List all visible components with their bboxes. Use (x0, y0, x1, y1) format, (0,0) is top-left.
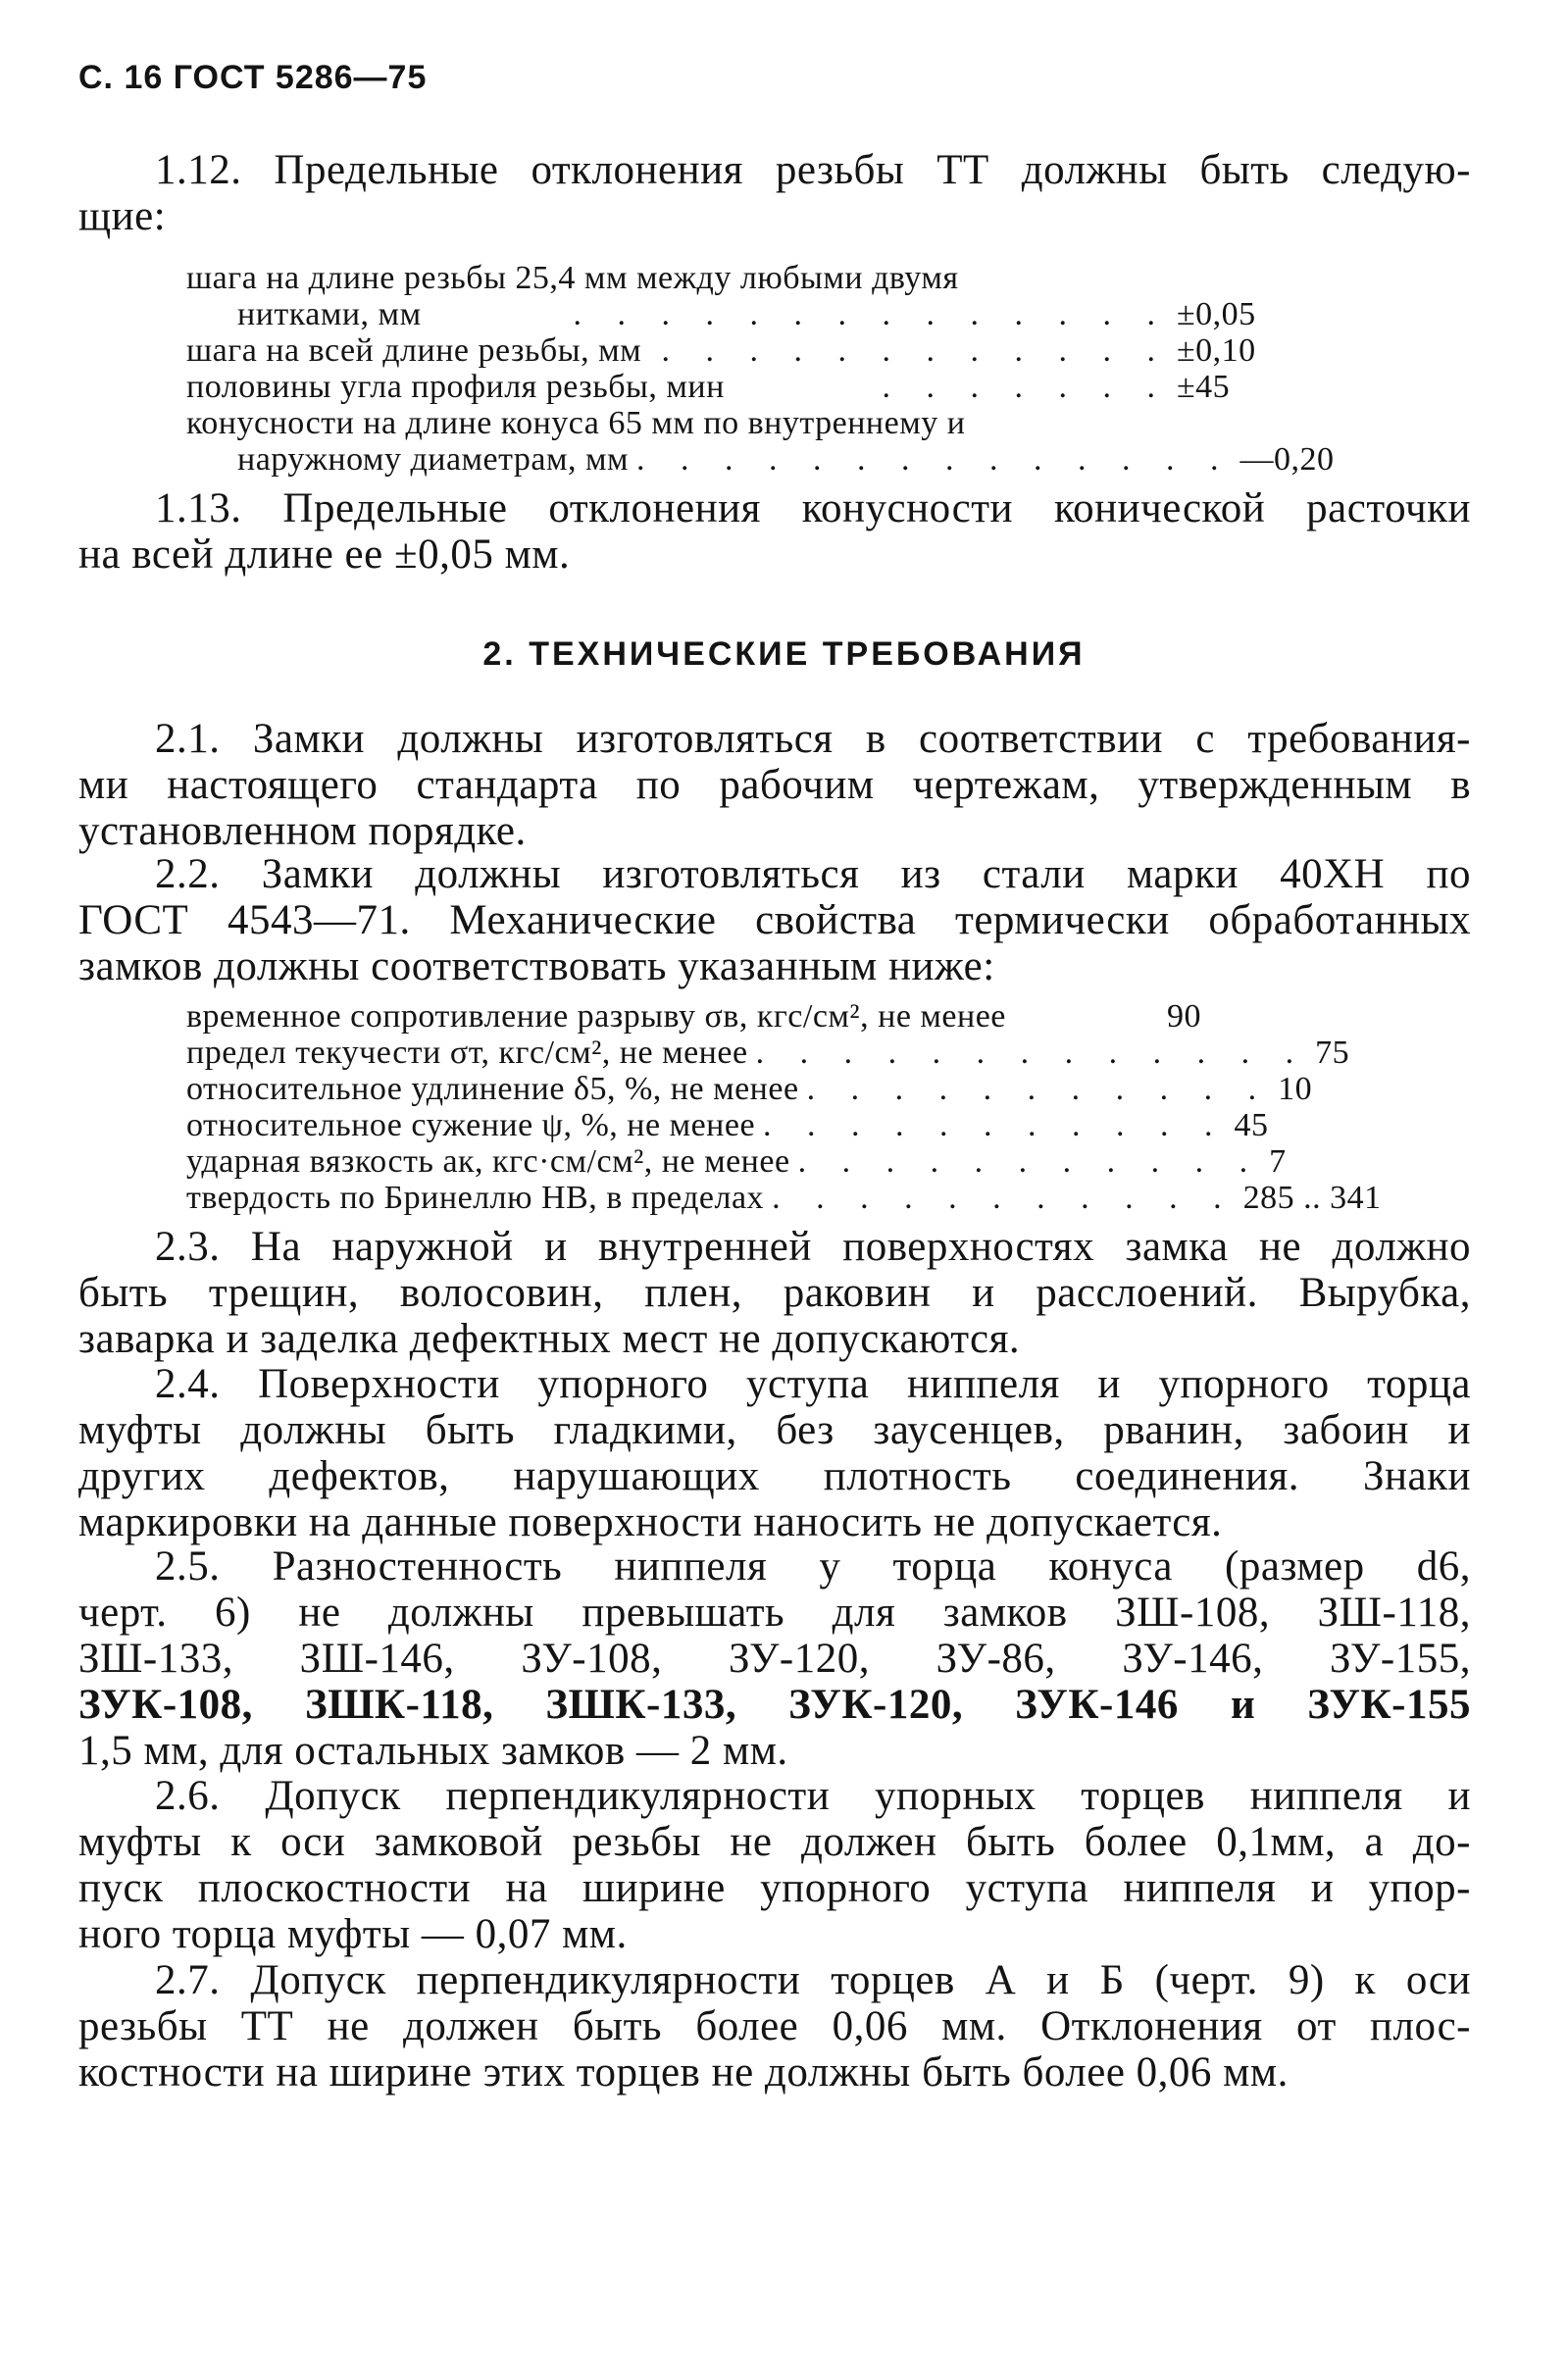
item-value: 75 (1315, 1035, 1350, 1071)
list-item (186, 369, 1314, 405)
item-label: относительное сужение ψ, %, не менее (186, 1107, 756, 1143)
text-line: ЗУК-108, ЗШК-118, ЗШК-133, ЗУК-120, ЗУК-146 и ЗУК-155 (78, 1682, 1471, 1728)
text-line: других дефектов, нарушающих плотность соединения. Знаки (78, 1453, 1471, 1499)
text-line: 2.3. На наружной и внутренней поверхностях замка не должно (155, 1224, 1471, 1270)
list-item (186, 1071, 1363, 1107)
item-value: 7 (1269, 1143, 1287, 1180)
item-label: шага на длине резьбы 25,4 мм между любыми двумя (186, 260, 959, 296)
text-line: ного торца муфты — 0,07 мм. (78, 1911, 628, 1957)
item-label: относительное удлинение δ5, %, не менее (186, 1071, 799, 1107)
text-line: муфты должны быть гладкими, без заусенцев, рванин, забоин и (78, 1407, 1471, 1453)
paragraph-2-7 (78, 1957, 1471, 2096)
leader-dots: . . . . . . . . . . . . . . (636, 441, 1233, 478)
text-line: замков должны соответствовать указанным ниже: (78, 943, 995, 989)
list-item (186, 296, 1314, 332)
item-value: 10 (1278, 1071, 1313, 1107)
text-line: 2.1. Замки должны изготовляться в соответствии с требования- (155, 716, 1471, 762)
text-line: 1.13. Предельные отклонения конусности конической расточки (155, 485, 1471, 531)
text-line: на всей длине ее ±0,05 мм. (78, 531, 571, 578)
text-line: щие: (78, 193, 167, 239)
leader-dots: . . . . . . . . . . . (763, 1107, 1227, 1143)
item-value: 45 (1234, 1107, 1269, 1143)
item-label: временное сопротивление разрыву σв, кгс/см², не менее (186, 998, 1006, 1035)
paragraph-2-6 (78, 1773, 1471, 1957)
text-line: черт. 6) не должны превышать для замков ЗШ-108, ЗШ-118, (78, 1590, 1471, 1636)
list-item (186, 1143, 1363, 1180)
text-line: муфты к оси замковой резьбы не должен быть более 0,1мм, а до- (78, 1819, 1471, 1865)
item-label: ударная вязкость aк, кгс·см/см², не менее (186, 1143, 790, 1180)
item-label: предел текучести σт, кгс/см², не менее (186, 1035, 748, 1071)
list-item (186, 405, 1314, 441)
list-item (186, 998, 1363, 1035)
section-title: 2. ТЕХНИЧЕСКИЕ ТРЕБОВАНИЯ (482, 635, 1086, 673)
item-label: нитками, мм (237, 296, 422, 332)
leader-dots: . . . . . . . . . . . (806, 1071, 1271, 1107)
tolerance-list (186, 260, 1335, 478)
text-line: 2.4. Поверхности упорного уступа ниппеля и упорного торца (155, 1361, 1471, 1407)
list-item (186, 1107, 1363, 1143)
item-label: наружному диаметрам, мм (237, 441, 630, 478)
text-line: ЗШ-133, ЗШ-146, ЗУ-108, ЗУ-120, ЗУ-86, ЗУ-146, ЗУ-155, (78, 1636, 1471, 1682)
text-line: 1.12. Предельные отклонения резьбы ТТ должны быть следую- (155, 147, 1471, 193)
leader-dots: . . . . . . . (882, 369, 1169, 405)
leader-dots: . . . . . . . . . . . (797, 1143, 1262, 1180)
text-line: 2.6. Допуск перпендикулярности упорных торцев ниппеля и (155, 1773, 1471, 1819)
text-line: 2.2. Замки должны изготовляться из стали марки 40ХН по (155, 851, 1471, 897)
list-item (186, 1180, 1382, 1216)
paragraph-1-13 (78, 485, 1471, 578)
text-line: ми настоящего стандарта по рабочим чертежам, утвержденным в (78, 762, 1471, 808)
text-line: установленном порядке. (78, 808, 527, 854)
leader-dots: . . . . . . . . . . . . . (755, 1035, 1308, 1071)
paragraph-2-2 (78, 851, 1471, 989)
item-value: —0,20 (1239, 441, 1335, 478)
text-line: маркировки на данные поверхности наносить не допускается. (78, 1499, 1223, 1545)
item-value: ±45 (1177, 369, 1231, 405)
item-label: шага на всей длине резьбы, мм (186, 332, 642, 369)
text-line: быть трещин, волосовин, плен, раковин и расслоений. Вырубка, (78, 1270, 1471, 1316)
leader-dots: . . . . . . . . . . . (772, 1180, 1236, 1216)
paragraph-2-5 (78, 1543, 1471, 1774)
text-line: 2.5. Разностенность ниппеля у торца конуса (размер d6, (155, 1543, 1471, 1590)
text-line: заварка и заделка дефектных мест не допускаются. (78, 1316, 1021, 1362)
item-label: половины угла профиля резьбы, мин (186, 369, 725, 405)
text-line: пуск плоскостности на ширине упорного уступа ниппеля и упор- (78, 1865, 1471, 1911)
text-line: ГОСТ 4543—71. Механические свойства термически обработанных (78, 897, 1471, 943)
leader-dots: . . . . . . . . . . . . (661, 332, 1169, 369)
paragraph-1-12 (78, 147, 1471, 239)
paragraph-2-1 (78, 716, 1471, 854)
text-line: костности на ширине этих торцев не должны быть более 0,06 мм. (78, 2049, 1289, 2096)
list-item (186, 260, 1314, 296)
item-value: 90 (1167, 998, 1201, 1035)
page-header: С. 16 ГОСТ 5286—75 (78, 59, 428, 96)
paragraph-2-4 (78, 1361, 1471, 1545)
list-item (186, 1035, 1363, 1071)
text-line: резьбы ТТ не должен быть более 0,06 мм. Отклонения от плос- (78, 2003, 1471, 2049)
item-label: твердость по Бринеллю НВ, в пределах (186, 1180, 765, 1216)
item-value: ±0,05 (1177, 296, 1256, 332)
text-line: 2.7. Допуск перпендикулярности торцев А и Б (черт. 9) к оси (155, 1957, 1471, 2003)
list-item (186, 332, 1314, 369)
item-label: конусности на длине конуса 65 мм по внутреннему и (186, 405, 966, 441)
leader-dots: . . . . . . . . . . . . . . (573, 296, 1169, 332)
item-value: 285 .. 341 (1242, 1180, 1382, 1216)
list-item (186, 441, 1335, 478)
item-value: ±0,10 (1177, 332, 1256, 369)
properties-list (186, 998, 1382, 1216)
paragraph-2-3 (78, 1224, 1471, 1362)
text-line: 1,5 мм, для остальных замков — 2 мм. (78, 1728, 788, 1774)
